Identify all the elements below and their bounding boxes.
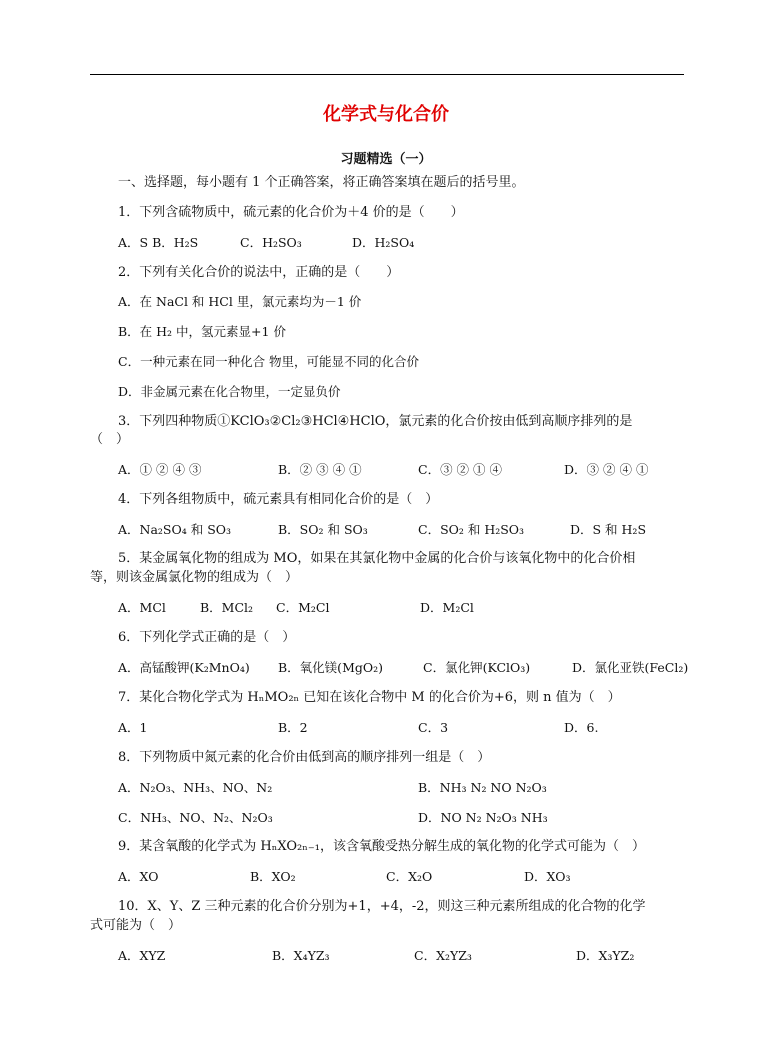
q6-stem: 6．下列化学式正确的是（ ）	[118, 630, 296, 645]
q6-option-c: C．氯化钾(KClO₃)	[423, 660, 531, 675]
q4-option-a: A．Na₂SO₄ 和 SO₃	[118, 522, 232, 537]
q10-option-a: A．XYZ	[118, 948, 166, 963]
q2-option-d: D．非金属元素在化合物里，一定显负价	[118, 384, 341, 399]
q6-option-a: A．高锰酸钾(K₂MnO₄)	[118, 660, 250, 675]
q10-option-b: B．X₄YZ₃	[272, 948, 330, 963]
q8-option-d: D．NO N₂ N₂O₃ NH₃	[418, 810, 548, 825]
q8-option-b: B．NH₃ N₂ NO N₂O₃	[418, 780, 547, 795]
q3-option-d: D．③ ② ④ ①	[564, 462, 649, 477]
q9-option-c: C．X₂O	[386, 869, 433, 884]
q10-option-c: C．X₂YZ₃	[414, 948, 472, 963]
q9-option-b: B．XO₂	[250, 869, 296, 884]
page-title: 化学式与化合价	[323, 104, 449, 125]
q8-stem: 8．下列物质中氮元素的化合价由低到高的顺序排列一组是（ ）	[118, 750, 491, 765]
section-subtitle: 习题精选（一）	[340, 152, 432, 167]
q7-option-c: C．3	[418, 720, 449, 735]
q10-option-d: D．X₃YZ₂	[576, 948, 635, 963]
q1-option-ab: A．S B．H₂S	[118, 235, 199, 250]
q2-option-c: C．一种元素在同一种化合 物里，可能显不同的化合价	[118, 354, 420, 369]
q6-option-d: D．氯化亚铁(FeCl₂)	[572, 660, 689, 675]
q3-stem-cont: （ ）	[90, 432, 130, 447]
q4-stem: 4．下列各组物质中，硫元素具有相同化合价的是（ ）	[118, 492, 439, 507]
q9-option-a: A．XO	[118, 869, 159, 884]
q2-stem: 2．下列有关化合价的说法中，正确的是（ ）	[118, 265, 400, 280]
q3-option-c: C．③ ② ① ④	[418, 462, 502, 477]
q5-option-c: C．M₂Cl	[276, 600, 330, 615]
q3-option-a: A．① ② ④ ③	[118, 462, 202, 477]
q2-option-a: A．在 NaCl 和 HCl 里，氯元素均为－1 价	[118, 294, 362, 309]
q1-option-c: C．H₂SO₃	[240, 235, 302, 250]
q2-option-b: B．在 H₂ 中，氢元素显+1 价	[118, 324, 286, 339]
q5-stem: 5．某金属氧化物的组成为 MO，如果在其氯化物中金属的化合价与该氧化物中的化合价相	[118, 551, 636, 566]
q5-option-a: A．MCl	[118, 600, 166, 615]
q5-option-b: B．MCl₂	[200, 600, 254, 615]
q7-option-a: A．1	[118, 720, 148, 735]
q4-option-d: D．S 和 H₂S	[570, 522, 647, 537]
q10-stem: 10．X、Y、Z 三种元素的化合价分别为+1，+4，-2，则这三种元素所组成的化合物的化学	[118, 899, 646, 914]
q5-stem-cont: 等，则该金属氯化物的组成为（ ）	[90, 570, 299, 585]
q9-stem: 9．某含氧酸的化学式为 HₙXO₂ₙ₋₁，该含氧酸受热分解生成的氧化物的化学式可能为（ ）	[118, 839, 645, 854]
q4-option-b: B．SO₂ 和 SO₃	[278, 522, 368, 537]
header-rule	[90, 74, 684, 75]
q1-option-d: D．H₂SO₄	[352, 235, 415, 250]
q9-option-d: D．XO₃	[524, 869, 571, 884]
q7-stem: 7．某化合物化学式为 HₙMO₂ₙ 已知在该化合物中 M 的化合价为+6，则 n 值为（ ）	[118, 690, 621, 705]
instruction: 一、选择题，每小题有 1 个正确答案，将正确答案填在题后的括号里。	[118, 175, 525, 190]
q3-option-b: B．② ③ ④ ①	[278, 462, 362, 477]
q7-option-d: D．6.	[564, 720, 599, 735]
q1-stem: 1．下列含硫物质中，硫元素的化合价为＋4 价的是（ ）	[118, 205, 464, 220]
q4-option-c: C．SO₂ 和 H₂SO₃	[418, 522, 525, 537]
q10-stem-cont: 式可能为（ ）	[90, 918, 182, 933]
q8-option-c: C．NH₃、NO、N₂、N₂O₃	[118, 810, 273, 825]
q8-option-a: A．N₂O₃、NH₃、NO、N₂	[118, 780, 273, 795]
q3-stem: 3．下列四种物质①KClO₃②Cl₂③HCl④HClO，氯元素的化合价按由低到高顺序排列的是	[118, 414, 633, 429]
q5-option-d: D．M₂Cl	[420, 600, 474, 615]
q6-option-b: B．氧化镁(MgO₂)	[278, 660, 383, 675]
q7-option-b: B．2	[278, 720, 308, 735]
